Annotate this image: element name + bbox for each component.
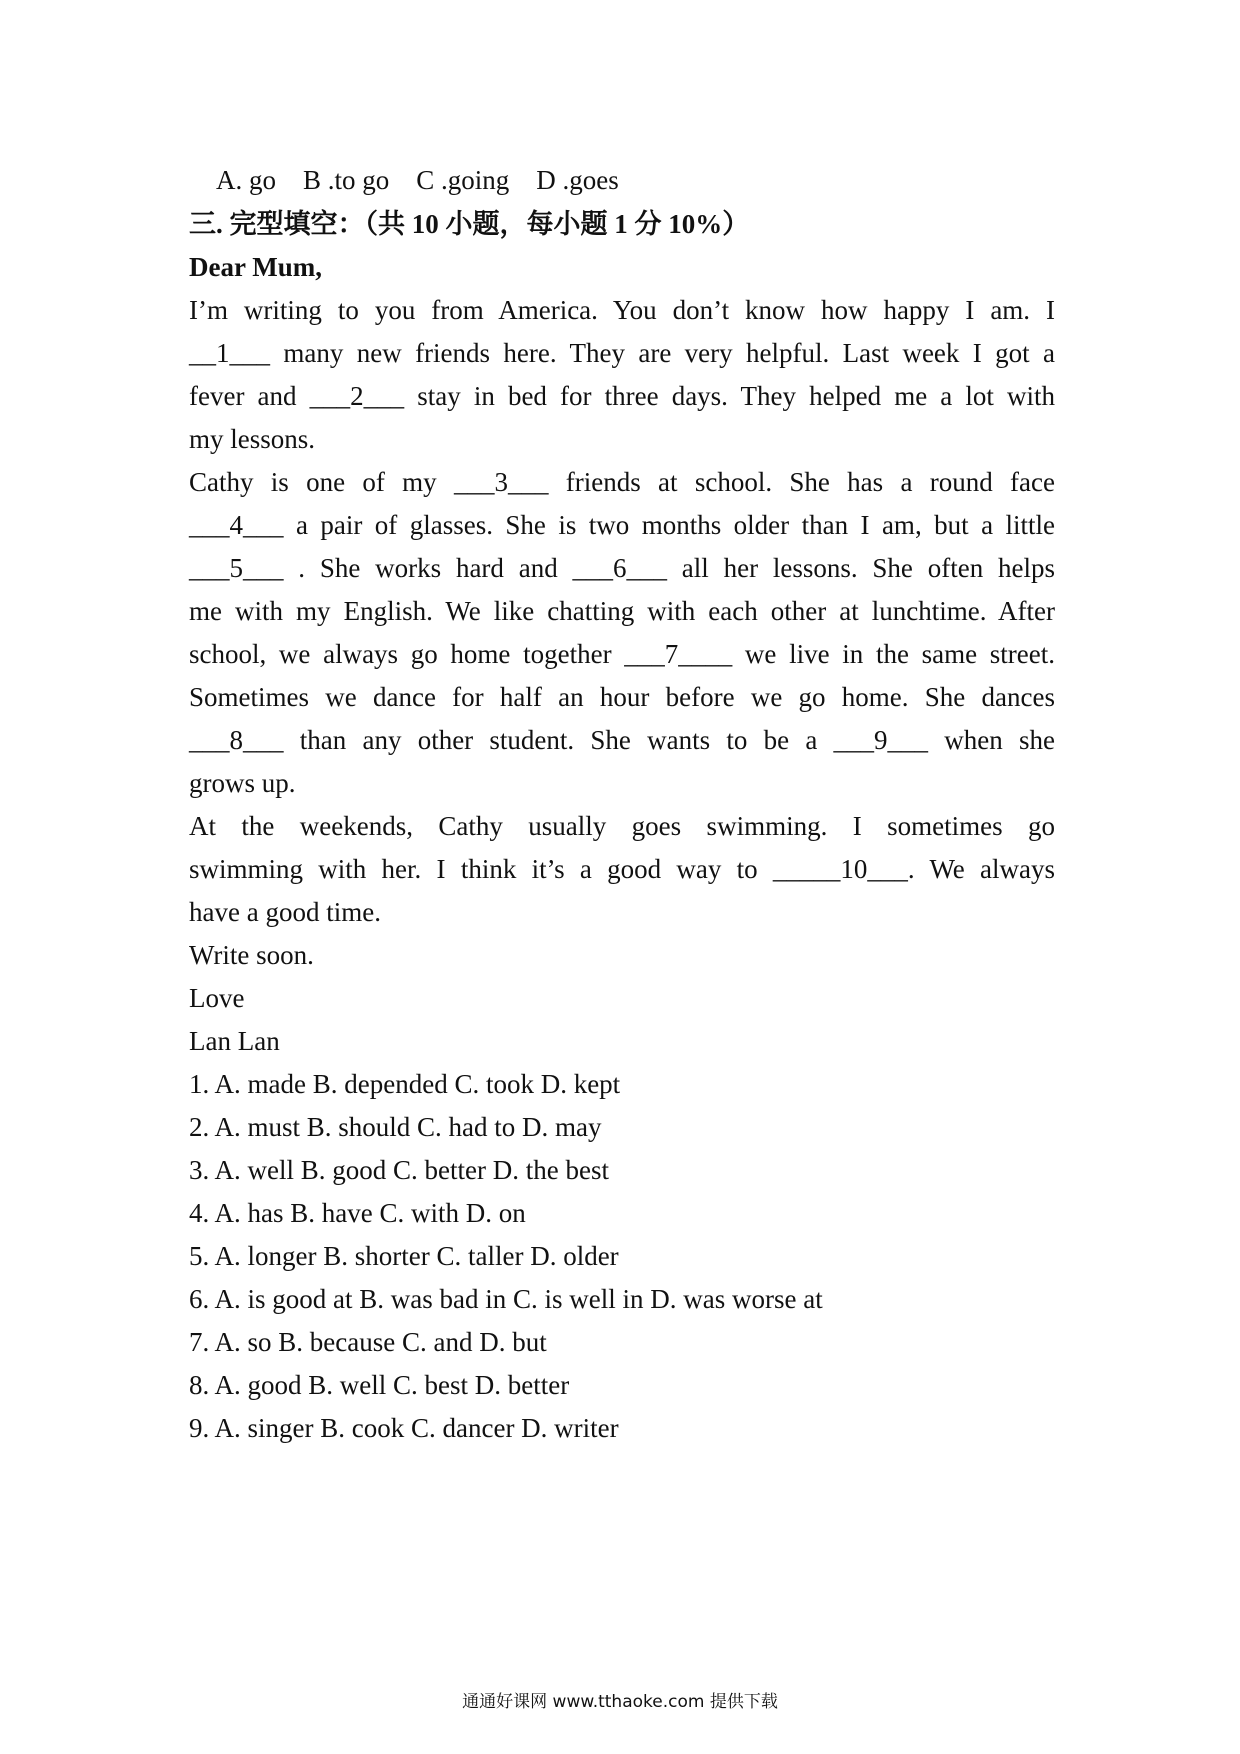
passage-line: fever and ___2___ stay in bed for three days. They helped me a lot with bbox=[189, 381, 1055, 411]
answer-option: 6. A. is good at B. was bad in C. is well in D. was worse at bbox=[189, 1284, 823, 1314]
passage-line: me with my English. We like chatting with each other at lunchtime. After bbox=[189, 596, 1055, 626]
passage-line: Cathy is one of my ___3___ friends at school. She has a round face bbox=[189, 467, 1055, 497]
closing-write-soon: Write soon. bbox=[189, 940, 314, 970]
closing-love: Love bbox=[189, 983, 245, 1013]
page-footer: 通通好课网 www.tthaoke.com 提供下载 bbox=[462, 1692, 778, 1712]
answer-option: 7. A. so B. because C. and D. but bbox=[189, 1327, 547, 1357]
section-heading: 三. 完型填空：（共 10 小题，每小题 1 分 10%） bbox=[189, 209, 750, 239]
passage-line: I’m writing to you from America. You don’t know how happy I am. I bbox=[189, 295, 1055, 325]
answer-option: 8. A. good B. well C. best D. better bbox=[189, 1370, 570, 1400]
closing-signature: Lan Lan bbox=[189, 1026, 280, 1056]
answer-option: 2. A. must B. should C. had to D. may bbox=[189, 1112, 602, 1142]
answer-option: 5. A. longer B. shorter C. taller D. older bbox=[189, 1241, 619, 1271]
answer-option: 4. A. has B. have C. with D. on bbox=[189, 1198, 526, 1228]
passage-line: have a good time. bbox=[189, 897, 381, 927]
passage-line: Sometimes we dance for half an hour before we go home. She dances bbox=[189, 682, 1055, 712]
passage-line: __1___ many new friends here. They are very helpful. Last week I got a bbox=[189, 338, 1055, 368]
passage-line: ___8___ than any other student. She wants to be a ___9___ when she bbox=[189, 725, 1055, 755]
letter-salutation: Dear Mum, bbox=[189, 252, 322, 282]
passage-line: ___5___ . She works hard and ___6___ all her lessons. She often helps bbox=[189, 553, 1055, 583]
passage-line: At the weekends, Cathy usually goes swimming. I sometimes go bbox=[189, 811, 1055, 841]
passage-line: my lessons. bbox=[189, 424, 316, 454]
answer-option: 1. A. made B. depended C. took D. kept bbox=[189, 1069, 621, 1099]
answer-option: 9. A. singer B. cook C. dancer D. writer bbox=[189, 1413, 619, 1443]
passage-line: swimming with her. I think it’s a good way to _____10___. We always bbox=[189, 854, 1055, 884]
answer-option: 3. A. well B. good C. better D. the best bbox=[189, 1155, 609, 1185]
passage-line: ___4___ a pair of glasses. She is two months older than I am, but a little bbox=[189, 510, 1055, 540]
previous-question-options: A. go B .to go C .going D .goes bbox=[216, 165, 619, 195]
passage-line: grows up. bbox=[189, 768, 296, 798]
passage-line: school, we always go home together ___7____ we live in the same street. bbox=[189, 639, 1055, 669]
